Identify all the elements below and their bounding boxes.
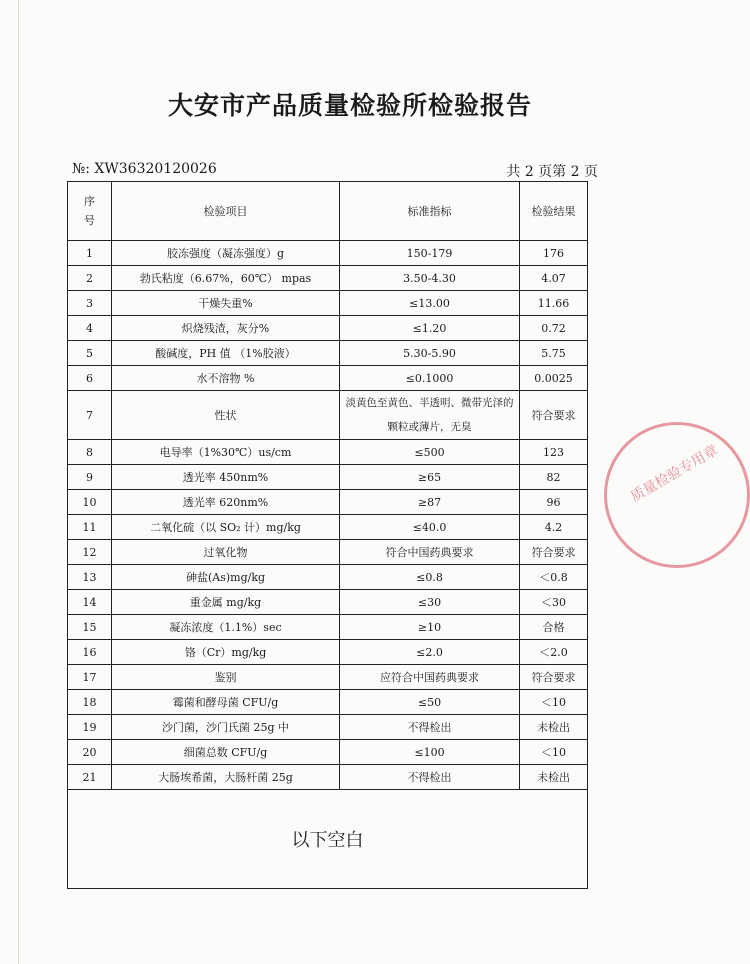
cell-item: 霉菌和酵母菌 CFU/g — [112, 690, 340, 715]
cell-result: 符合要求 — [520, 665, 588, 690]
cell-result: 未检出 — [520, 765, 588, 790]
cell-standard: 3.50-4.30 — [340, 266, 520, 291]
cell-result: ＜10 — [520, 690, 588, 715]
table-row — [68, 715, 588, 740]
blank-row — [68, 790, 588, 889]
cell-seq: 16 — [68, 640, 112, 665]
cell-standard: ≤1.20 — [340, 316, 520, 341]
cell-standard: ≤13.00 — [340, 291, 520, 316]
cell-seq: 9 — [68, 465, 112, 490]
cell-result: 未检出 — [520, 715, 588, 740]
cell-seq: 1 — [68, 241, 112, 266]
table-row — [68, 291, 588, 316]
cell-item: 干燥失重% — [112, 291, 340, 316]
cell-standard: ≤50 — [340, 690, 520, 715]
inspection-stamp — [604, 422, 750, 568]
table-row — [68, 740, 588, 765]
cell-seq: 2 — [68, 266, 112, 291]
table-row — [68, 490, 588, 515]
cell-result: 11.66 — [520, 291, 588, 316]
table-row — [68, 540, 588, 565]
cell-seq: 13 — [68, 565, 112, 590]
cell-result: 0.0025 — [520, 366, 588, 391]
cell-result: 合格 — [520, 615, 588, 640]
cell-seq: 20 — [68, 740, 112, 765]
table-row — [68, 241, 588, 266]
cell-item: 酸碱度，PH 值 （1%胶液） — [112, 341, 340, 366]
cell-item: 炽烧残渣，灰分% — [112, 316, 340, 341]
cell-result: 符合要求 — [520, 540, 588, 565]
table-row — [68, 366, 588, 391]
cell-standard: ≤0.8 — [340, 565, 520, 590]
cell-result: 123 — [520, 440, 588, 465]
cell-result: 4.2 — [520, 515, 588, 540]
cell-item: 过氧化物 — [112, 540, 340, 565]
cell-seq: 15 — [68, 615, 112, 640]
report-number: №: XW36320120026 — [72, 161, 217, 177]
cell-item: 鉴别 — [112, 665, 340, 690]
cell-standard: ≥87 — [340, 490, 520, 515]
cell-standard: ≤100 — [340, 740, 520, 765]
header-standard: 标准指标 — [340, 182, 520, 241]
header-item: 检验项目 — [112, 182, 340, 241]
cell-standard: 符合中国药典要求 — [340, 540, 520, 565]
cell-result: 符合要求 — [520, 391, 588, 440]
cell-seq: 4 — [68, 316, 112, 341]
table-row — [68, 565, 588, 590]
cell-seq: 12 — [68, 540, 112, 565]
blank-note: 以下空白 — [68, 790, 588, 889]
cell-item: 胶冻强度（凝冻强度）g — [112, 241, 340, 266]
cell-standard: 应符合中国药典要求 — [340, 665, 520, 690]
report-meta — [72, 161, 598, 181]
cell-seq: 19 — [68, 715, 112, 740]
cell-result: ＜10 — [520, 740, 588, 765]
table-row — [68, 665, 588, 690]
cell-seq: 21 — [68, 765, 112, 790]
cell-item: 电导率（1%30℃）us/cm — [112, 440, 340, 465]
cell-seq: 3 — [68, 291, 112, 316]
cell-item: 沙门菌，沙门氏菌 25g 中 — [112, 715, 340, 740]
cell-item: 勃氏粘度（6.67%，60℃） mpas — [112, 266, 340, 291]
cell-seq: 11 — [68, 515, 112, 540]
cell-seq: 18 — [68, 690, 112, 715]
table-body — [68, 241, 588, 790]
cell-result: ＜0.8 — [520, 565, 588, 590]
table-row — [68, 590, 588, 615]
cell-standard: ≤2.0 — [340, 640, 520, 665]
table-row — [68, 391, 588, 440]
cell-item: 水不溶物 % — [112, 366, 340, 391]
cell-seq: 6 — [68, 366, 112, 391]
cell-standard: 5.30-5.90 — [340, 341, 520, 366]
cell-seq: 7 — [68, 391, 112, 440]
cell-result: ＜2.0 — [520, 640, 588, 665]
cell-standard: 淡黄色至黄色、半透明、微带光泽的颗粒或薄片，无臭 — [340, 391, 520, 440]
table-row — [68, 690, 588, 715]
table-row — [68, 615, 588, 640]
cell-standard: 不得检出 — [340, 715, 520, 740]
cell-item: 透光率 450nm% — [112, 465, 340, 490]
cell-standard: ≤30 — [340, 590, 520, 615]
cell-result: 82 — [520, 465, 588, 490]
cell-standard: 不得检出 — [340, 765, 520, 790]
cell-seq: 17 — [68, 665, 112, 690]
cell-standard: ≥65 — [340, 465, 520, 490]
header-seq: 序 号 — [68, 182, 112, 241]
cell-standard: ≥10 — [340, 615, 520, 640]
scan-edge-line — [18, 0, 19, 964]
cell-item: 大肠埃希菌，大肠杆菌 25g — [112, 765, 340, 790]
table-header-row — [68, 182, 588, 241]
cell-seq: 8 — [68, 440, 112, 465]
cell-result: 176 — [520, 241, 588, 266]
cell-item: 凝冻浓度（1.1%）sec — [112, 615, 340, 640]
table-row — [68, 316, 588, 341]
cell-result: 4.07 — [520, 266, 588, 291]
cell-result: ＜30 — [520, 590, 588, 615]
table-row — [68, 465, 588, 490]
cell-standard: 150-179 — [340, 241, 520, 266]
table-row — [68, 440, 588, 465]
cell-standard: ≤40.0 — [340, 515, 520, 540]
cell-seq: 5 — [68, 341, 112, 366]
cell-item: 砷盐(As)mg/kg — [112, 565, 340, 590]
cell-result: 96 — [520, 490, 588, 515]
stamp-text: 质量检验专用章 — [628, 442, 721, 506]
inspection-table — [67, 181, 588, 889]
cell-item: 重金属 mg/kg — [112, 590, 340, 615]
table-row — [68, 640, 588, 665]
cell-standard: ≤500 — [340, 440, 520, 465]
cell-seq: 10 — [68, 490, 112, 515]
cell-seq: 14 — [68, 590, 112, 615]
cell-item: 性状 — [112, 391, 340, 440]
report-title: 大安市产品质量检验所检验报告 — [167, 91, 532, 120]
cell-item: 二氧化硫（以 SO₂ 计）mg/kg — [112, 515, 340, 540]
table-row — [68, 515, 588, 540]
cell-standard: ≤0.1000 — [340, 366, 520, 391]
header-result: 检验结果 — [520, 182, 588, 241]
cell-result: 5.75 — [520, 341, 588, 366]
table-row — [68, 266, 588, 291]
page-indicator: 共 2 页第 2 页 — [506, 164, 598, 180]
table-row — [68, 341, 588, 366]
cell-result: 0.72 — [520, 316, 588, 341]
table-row — [68, 765, 588, 790]
cell-item: 铬（Cr）mg/kg — [112, 640, 340, 665]
cell-item: 细菌总数 CFU/g — [112, 740, 340, 765]
cell-item: 透光率 620nm% — [112, 490, 340, 515]
